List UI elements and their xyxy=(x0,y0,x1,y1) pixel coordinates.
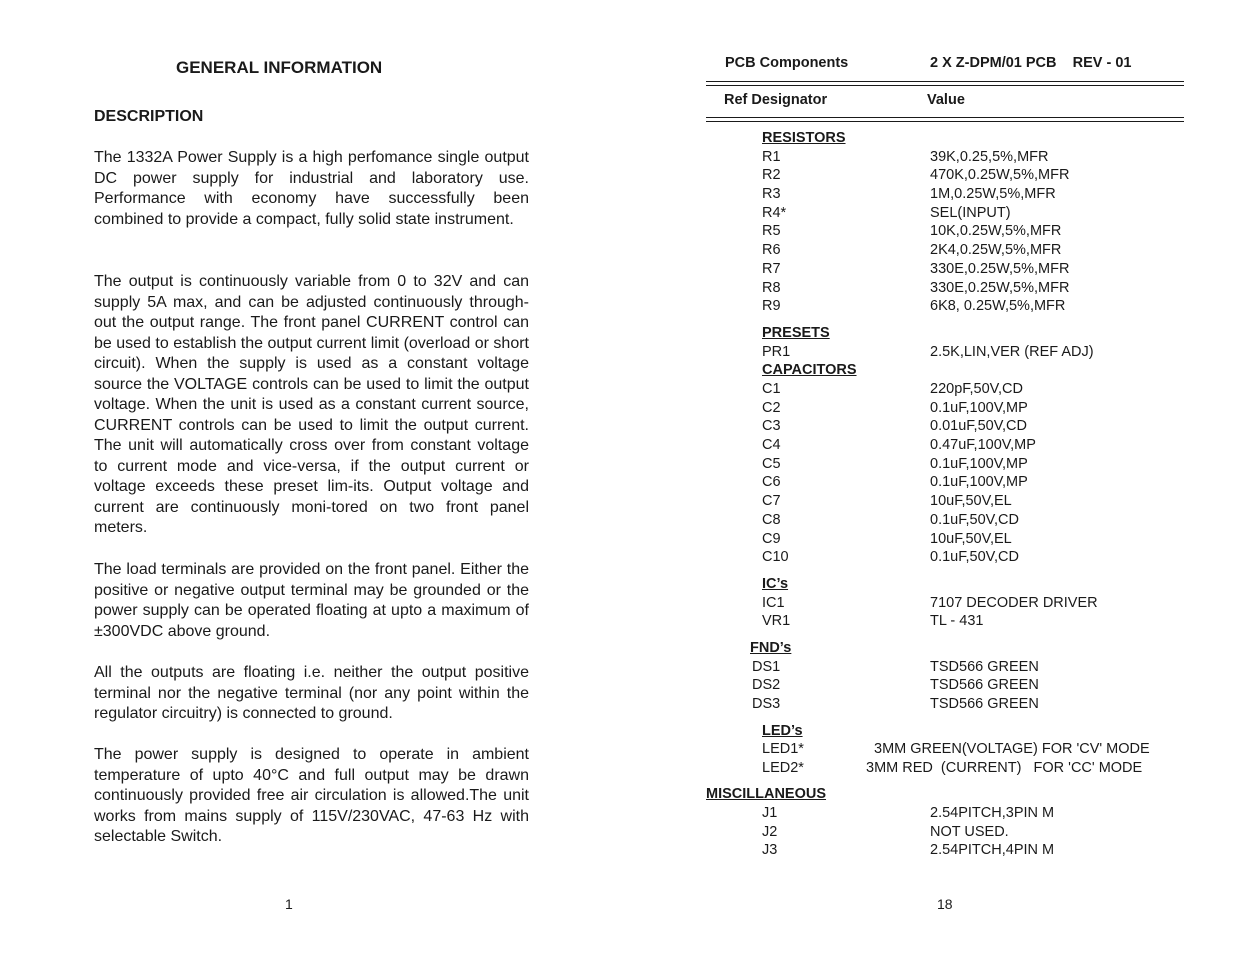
section-title-miscellaneous: MISCILLANEOUS xyxy=(706,786,827,802)
component-value: TSD566 GREEN xyxy=(930,659,1039,675)
table-double-rule xyxy=(706,117,1184,122)
ref-designator: J1 xyxy=(762,805,778,821)
component-value: 470K,0.25W,5%,MFR xyxy=(930,167,1070,183)
ref-designator: C10 xyxy=(762,549,789,565)
component-value: 0.1uF,50V,CD xyxy=(930,512,1019,528)
column-header-value: Value xyxy=(927,92,965,108)
ref-designator: J2 xyxy=(762,824,778,840)
component-value: 0.1uF,100V,MP xyxy=(930,456,1028,472)
ref-designator: IC1 xyxy=(762,595,785,611)
ref-designator: PR1 xyxy=(762,344,791,360)
page-title: GENERAL INFORMATION xyxy=(176,58,383,77)
ref-designator: R4* xyxy=(762,205,787,221)
component-value: 330E,0.25W,5%,MFR xyxy=(930,261,1070,277)
ref-designator: J3 xyxy=(762,842,778,858)
component-value: 0.1uF,50V,CD xyxy=(930,549,1019,565)
component-value: TSD566 GREEN xyxy=(930,677,1039,693)
ref-designator: C7 xyxy=(762,493,781,509)
ref-designator: C3 xyxy=(762,418,781,434)
ref-designator: C2 xyxy=(762,400,781,416)
component-value: 2.54PITCH,3PIN M xyxy=(930,805,1055,821)
component-value: 2K4,0.25W,5%,MFR xyxy=(930,242,1062,258)
component-value: 0.01uF,50V,CD xyxy=(930,418,1028,434)
page-number-left: 1 xyxy=(285,896,293,912)
component-value: TL - 431 xyxy=(930,613,984,629)
header-double-rule xyxy=(706,81,1184,86)
ref-designator: R7 xyxy=(762,261,781,277)
ref-designator: LED2* xyxy=(762,760,804,776)
component-value: 0.1uF,100V,MP xyxy=(930,400,1028,416)
ref-designator: C1 xyxy=(762,381,781,397)
section-heading-description: DESCRIPTION xyxy=(94,108,204,125)
ref-designator: DS2 xyxy=(752,677,781,693)
section-title-leds: LED’s xyxy=(762,723,803,739)
component-value: 10K,0.25W,5%,MFR xyxy=(930,223,1062,239)
section-title-capacitors: CAPACITORS xyxy=(762,362,857,378)
component-value: 10uF,50V,EL xyxy=(930,531,1012,547)
component-value: 39K,0.25,5%,MFR xyxy=(930,149,1049,165)
component-value: 2.54PITCH,4PIN M xyxy=(930,842,1055,858)
component-value: 0.47uF,100V,MP xyxy=(930,437,1036,453)
paragraph-intro: The 1332A Power Supply is a high perfomance single output DC power supply for industrial and laboratory use. Performance with economy have successfully been combined to provide a compact, fully solid state instrument. xyxy=(94,149,529,228)
component-value: 3MM GREEN(VOLTAGE) FOR 'CV' MODE xyxy=(874,741,1150,757)
section-title-ics: IC’s xyxy=(762,576,789,592)
ref-designator: C9 xyxy=(762,531,781,547)
page-number-right: 18 xyxy=(937,896,953,912)
ref-designator: R2 xyxy=(762,167,781,183)
component-value: NOT USED. xyxy=(930,824,1009,840)
ref-designator: R5 xyxy=(762,223,781,239)
section-title-resistors: RESISTORS xyxy=(762,130,846,146)
ref-designator: R8 xyxy=(762,280,781,296)
paragraph-operating-conditions: The power supply is designed to operate in ambient temperature of upto 40°C and full output may be drawn continuously provided free air circulation is allowed.The unit works from mains supply of 115V/230VAC, 47-63 Hz with selectable Switch. xyxy=(94,746,529,845)
component-value: 220pF,50V,CD xyxy=(930,381,1023,397)
component-value: 6K8, 0.25W,5%,MFR xyxy=(930,298,1066,314)
column-header-ref: Ref Designator xyxy=(724,92,828,108)
pcb-components-heading: PCB Components xyxy=(725,55,849,71)
component-value: 330E,0.25W,5%,MFR xyxy=(930,280,1070,296)
ref-designator: VR1 xyxy=(762,613,791,629)
ref-designator: R1 xyxy=(762,149,781,165)
ref-designator: C4 xyxy=(762,437,781,453)
pcb-revision-heading: 2 X Z-DPM/01 PCB REV - 01 xyxy=(930,55,1132,71)
ref-designator: C5 xyxy=(762,456,781,472)
ref-designator: R3 xyxy=(762,186,781,202)
paragraph-floating-outputs: All the outputs are floating i.e. neither the output positive terminal nor the negative terminal (nor any point within the regulator circuitry) is connected to ground. xyxy=(94,664,529,722)
component-value: 1M,0.25W,5%,MFR xyxy=(930,186,1056,202)
ref-designator: C6 xyxy=(762,474,781,490)
ref-designator: DS3 xyxy=(752,696,781,712)
paragraph-load-terminals: The load terminals are provided on the front panel. Either the positive or negative output terminal may be grounded or the power supply can be operated floating at upto a maximum of ±300VDC above ground. xyxy=(94,561,529,640)
component-value: 2.5K,LIN,VER (REF ADJ) xyxy=(930,344,1094,360)
component-value: 10uF,50V,EL xyxy=(930,493,1012,509)
paragraph-output-range: The output is continuously variable from 0 to 32V and can supply 5A max, and can be adjusted continuously through-out the output range. The front panel CURRENT control can be used to establish the output current limit (overload or short circuit). When the supply is used as a constant voltage source the VOLTAGE controls can be used to limit the output voltage. When the unit is used as a constant current source, CURRENT controls can be used to limit the output current. The unit will automatically cross over from constant voltage to current mode and vice-versa, if the output current or voltage exceeds these preset lim-its. Output voltage and current are continuously moni-tored on two front panel meters. xyxy=(94,273,529,536)
ref-designator: DS1 xyxy=(752,659,781,675)
component-value: 7107 DECODER DRIVER xyxy=(930,595,1098,611)
section-title-fnds: FND’s xyxy=(750,640,792,656)
component-value: TSD566 GREEN xyxy=(930,696,1039,712)
ref-designator: R6 xyxy=(762,242,781,258)
ref-designator: LED1* xyxy=(762,741,804,757)
ref-designator: C8 xyxy=(762,512,781,528)
component-value: 3MM RED (CURRENT) FOR 'CC' MODE xyxy=(866,760,1143,776)
section-title-presets: PRESETS xyxy=(762,325,830,341)
ref-designator: R9 xyxy=(762,298,781,314)
component-value: 0.1uF,100V,MP xyxy=(930,474,1028,490)
component-value: SEL(INPUT) xyxy=(930,205,1011,221)
